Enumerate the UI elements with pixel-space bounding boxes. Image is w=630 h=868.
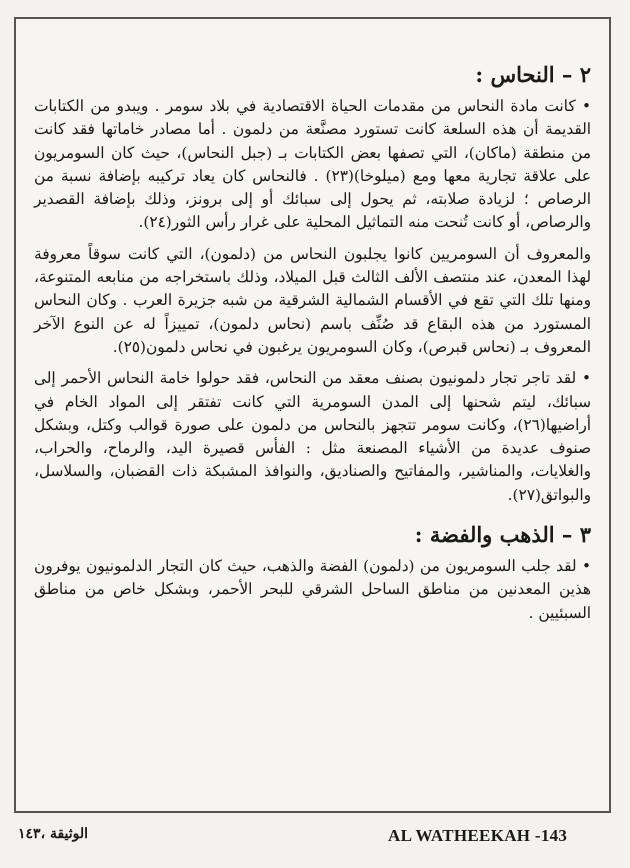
paragraph-copper-1: • كانت مادة النحاس من مقدمات الحياة الاقتصادية في بلاد سومر . ويبدو من الكتابات القديمة أن هذه السلعة كانت تستورد مصنَّعة من دلمون . أما مصادر خاماتها فقد كانت من منطقة (ماكان)، التي تصفها بعض الكتابات بـ (جبل النحاس)، حيث كان السومريون على علاقة تجارية معها ومع (ميلوخا)(٢٣) . فالنحاس كان يعاد تركيبه بإضافة نسبة من الرصاص ؛ لزيادة صلابته، ثم يحول إلى سبائك أو إلى برونز، وذلك بإضافة القصدير والرصاص، أو كانت تُنحت منه التماثيل المحلية على غرار رأس الثور(٢٤). xyxy=(34,97,592,232)
paragraph-gold-1: • لقد جلب السومريون من (دلمون) الفضة والذهب، حيث كان التجار الدلمونيون يوفرون هذين المعدنين من مناطق الساحل الشرقي للبحر الأحمر، وبشكل خاص من مناطق السبئيين . xyxy=(34,557,591,622)
paragraph-copper-3: • لقد تاجر تجار دلمونيون بصنف معقد من النحاس، فقد حولوا خامة النحاس الأحمر إلى سبائك، ليتم شحنها إلى المدن السومرية التي كانت تفتقر إلى المواد الخام في أراضيها(٢٦)، وكانت سومر تتجهز بالنحاس من دلمون على صورة قوالب وكتل، وبشكل صنوف عديدة من الأشياء المصنعة مثل : الفأس قصيرة اليد، والرماح، والحراب، والغلايات، والمناشير، والمفاتيح والصناديق، والنوافذ المشبكة ذات القضبان، والسلاسل، والبواتق(٢٧). xyxy=(34,369,591,504)
article-body xyxy=(34,61,591,633)
footer-arabic-page-label: الوثيقة ،١٤٣ xyxy=(18,826,89,842)
section-heading-copper: ٢ – النحاس : xyxy=(475,62,591,87)
paragraph-copper-2: والمعروف أن السومريين كانوا يجلبون النحاس من (دلمون)، التي كانت سوقاً معروفة لهذا المعدن، عند منتصف الألف الثالث قبل الميلاد، وذلك باستخراجه من منابعه المتنوعة، ومنها تلك التي تقع في الأقسام الشمالية الشرقية من شبه جزيرة العرب . وكان النحاس المستورد من هذه البقاع قد صُنِّف باسم (نحاس دلمون)، تمييزاً له عن النوع الآخر المعروف بـ (نحاس قبرص)، وكان السومريون يرغبون في نحاس دلمون(٢٥). xyxy=(34,244,591,356)
section-heading-gold-silver: ٣ – الذهب والفضة : xyxy=(414,522,591,548)
footer-english-page-label: AL WATHEEKAH -143 xyxy=(388,826,568,845)
page-frame xyxy=(14,17,611,813)
page-footer xyxy=(0,826,630,854)
